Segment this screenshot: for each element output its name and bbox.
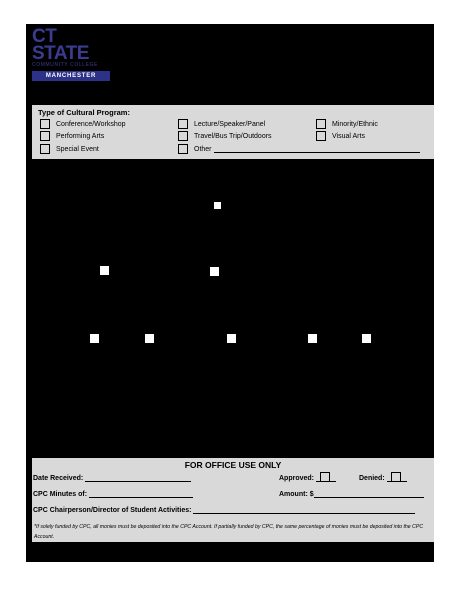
checkbox[interactable] — [227, 334, 236, 343]
other-text-field[interactable] — [214, 145, 420, 153]
option-label: Minority/Ethnic — [332, 120, 378, 128]
checkbox[interactable] — [308, 334, 317, 343]
chairperson-label: CPC Chairperson/Director of Student Activities: — [33, 507, 192, 514]
date-received-label: Date Received: — [33, 475, 84, 482]
checkbox[interactable] — [40, 131, 50, 141]
checkbox[interactable] — [90, 334, 99, 343]
cultural-program-title: Type of Cultural Program: — [38, 108, 130, 117]
revision-code: MN/CPC/Rev 8-23 — [32, 555, 71, 560]
approved-row — [279, 472, 336, 482]
checkbox[interactable] — [178, 144, 188, 154]
date-received-row — [33, 474, 191, 482]
approved-label: Approved: — [279, 475, 314, 482]
checkbox[interactable] — [145, 334, 154, 343]
office-use-title: FOR OFFICE USE ONLY — [184, 460, 282, 470]
denied-line-right — [401, 474, 407, 482]
option-conference-workshop[interactable] — [40, 119, 126, 129]
checkbox[interactable] — [210, 267, 219, 276]
checkbox[interactable] — [40, 144, 50, 154]
option-label: Lecture/Speaker/Panel — [194, 120, 266, 128]
college-logo — [32, 28, 110, 81]
cpc-minutes-field[interactable] — [89, 490, 193, 498]
checkbox[interactable] — [316, 131, 326, 141]
form-page — [26, 24, 434, 562]
option-performing-arts[interactable] — [40, 131, 104, 141]
option-lecture-speaker-panel[interactable] — [178, 119, 265, 129]
option-label: Visual Arts — [332, 132, 365, 140]
amount-field[interactable] — [314, 490, 424, 498]
cpc-minutes-row — [33, 490, 193, 498]
denied-checkbox[interactable] — [391, 472, 401, 482]
option-label: Travel/Bus Trip/Outdoors — [194, 132, 272, 140]
option-visual-arts[interactable] — [316, 131, 365, 141]
logo-main-text: CT STATE — [32, 26, 89, 64]
amount-label: Amount: $ — [279, 491, 314, 498]
logo-campus-bar: MANCHESTER — [32, 71, 110, 81]
checkbox[interactable] — [362, 334, 371, 343]
denied-row — [359, 472, 407, 482]
office-use-section — [32, 458, 434, 542]
checkbox[interactable] — [316, 119, 326, 129]
option-travel-bus-trip[interactable] — [178, 131, 272, 141]
approved-checkbox[interactable] — [320, 472, 330, 482]
approved-line-right — [330, 474, 336, 482]
option-label: Special Event — [56, 145, 99, 153]
option-minority-ethnic[interactable] — [316, 119, 378, 129]
chairperson-signature-field[interactable] — [193, 506, 415, 514]
option-other[interactable] — [178, 144, 420, 154]
option-label: Conference/Workshop — [56, 120, 126, 128]
cpc-minutes-label: CPC Minutes of: — [33, 491, 88, 498]
option-label: Performing Arts — [56, 132, 105, 140]
checkbox[interactable] — [178, 131, 188, 141]
amount-row — [279, 490, 424, 498]
option-special-event[interactable] — [40, 144, 99, 154]
chairperson-row — [33, 506, 415, 514]
checkbox[interactable] — [40, 119, 50, 129]
funding-note: *If solely funded by CPC, all monies must be deposited into the CPC Account. If partially funded by CPC, the same percentage of monies must be deposited into the CPC Account. — [34, 524, 424, 540]
option-label: Other — [194, 145, 212, 153]
checkbox[interactable] — [178, 119, 188, 129]
cultural-program-section — [32, 105, 434, 159]
checkbox[interactable] — [214, 202, 221, 209]
date-received-field[interactable] — [85, 474, 191, 482]
checkbox[interactable] — [100, 266, 109, 275]
logo-sub-text: COMMUNITY COLLEGE — [32, 62, 98, 68]
denied-label: Denied: — [359, 475, 385, 482]
